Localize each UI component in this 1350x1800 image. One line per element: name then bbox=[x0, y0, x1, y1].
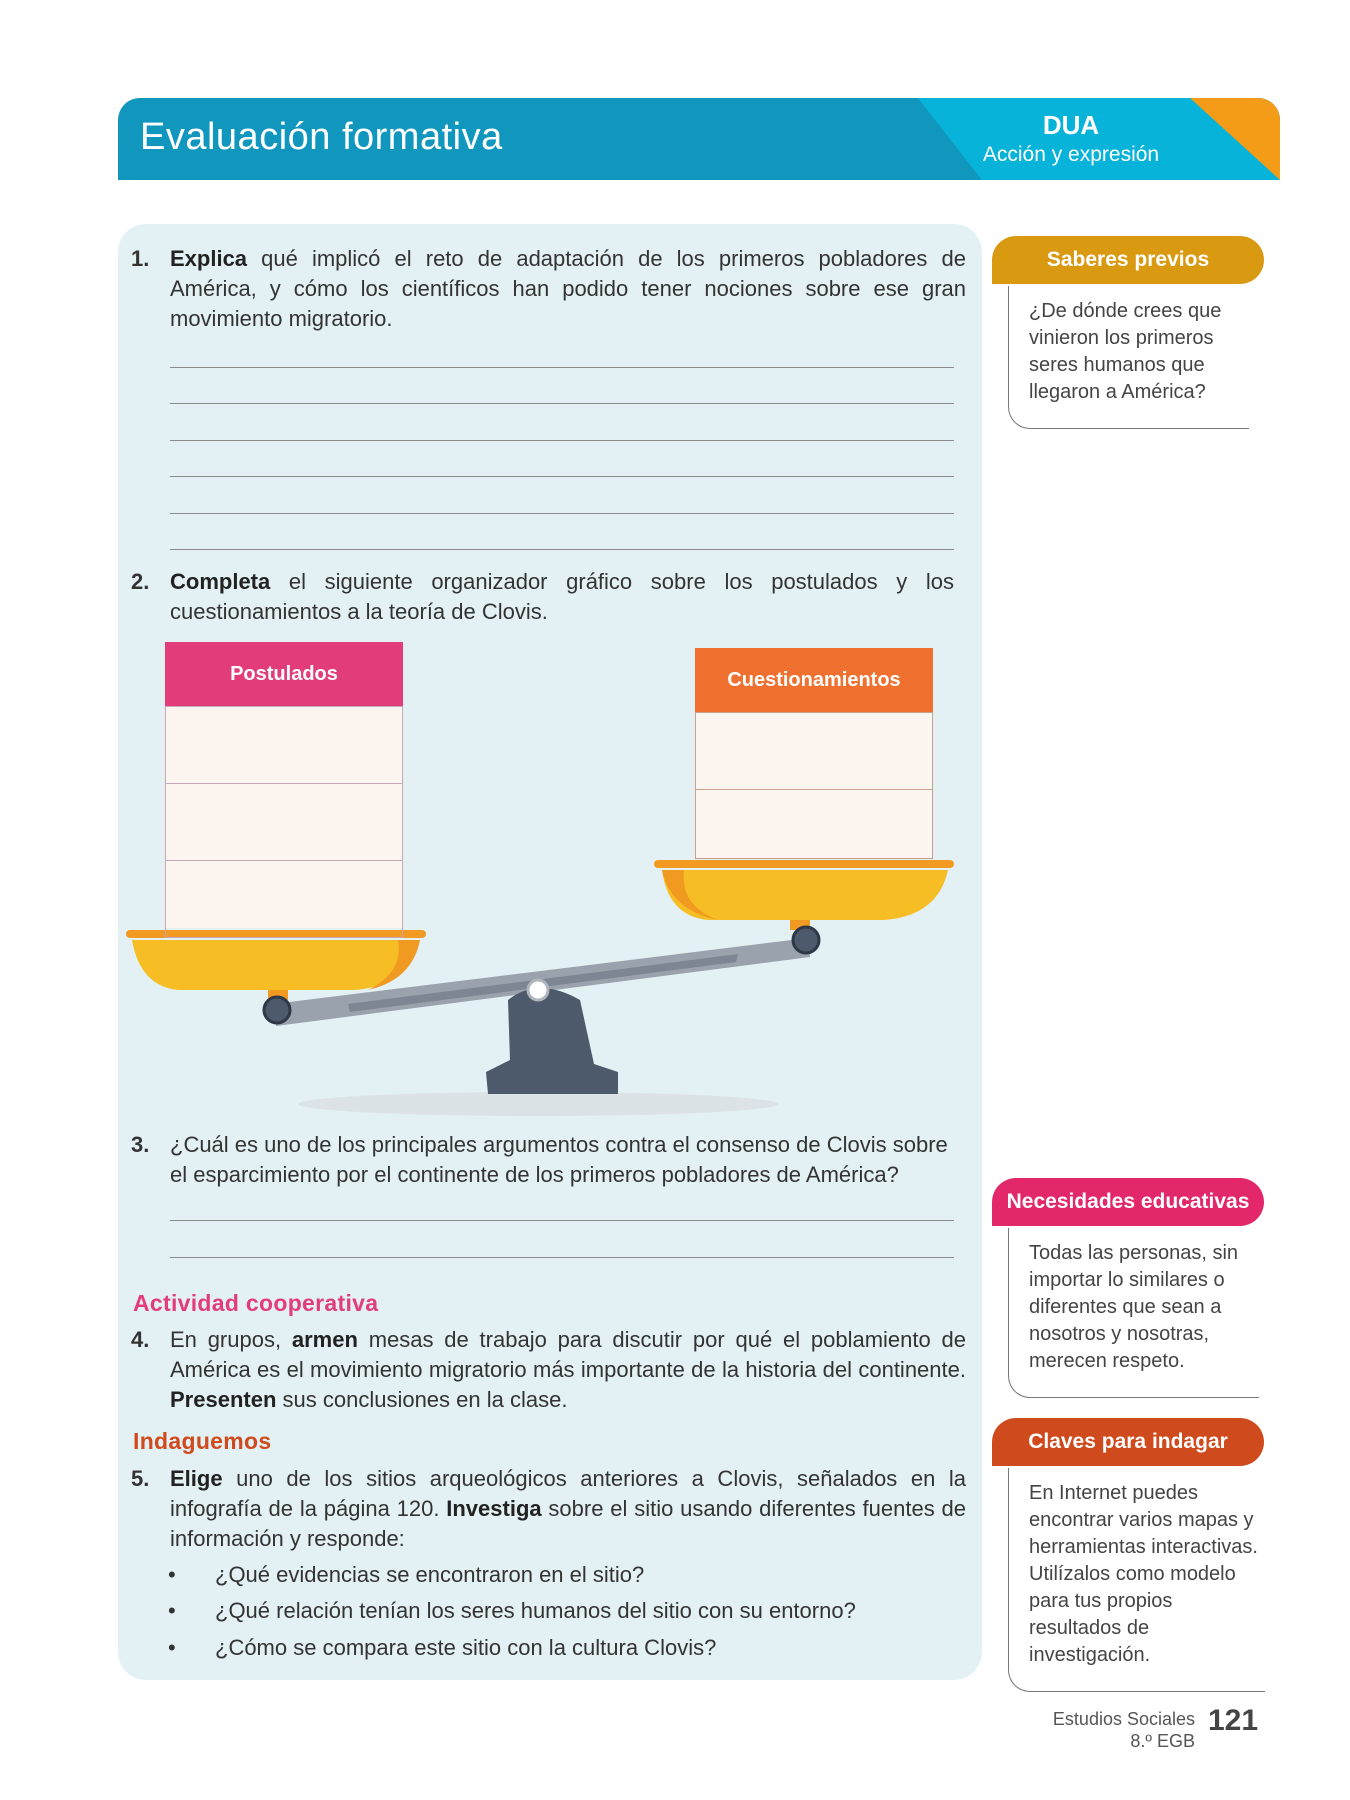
page-number: 121 bbox=[1208, 1704, 1259, 1737]
question-number: 2. bbox=[131, 569, 150, 594]
scale-shadow bbox=[298, 1092, 778, 1116]
header-banner bbox=[118, 98, 1280, 180]
bullet-question: ¿Qué evidencias se encontraron en el sitio? bbox=[215, 1562, 645, 1587]
cuestionamientos-header: Cuestionamientos bbox=[695, 648, 933, 712]
answer-line[interactable] bbox=[170, 367, 954, 368]
answer-line[interactable] bbox=[170, 549, 954, 550]
question-text: qué implicó el reto de adaptación de los primeros pobladores de América, y cómo los científicos han podido tener nociones sobre ese gran movimiento migratorio. bbox=[170, 246, 966, 331]
right-joint bbox=[793, 927, 819, 953]
necesidades-educativas-tab: Necesidades educativas bbox=[992, 1178, 1264, 1226]
necesidades-educativas-text: Todas las personas, sin importar lo similares o diferentes que sean a nosotros y nosotras, merecen respeto. bbox=[1008, 1228, 1259, 1398]
footer-subject: Estudios Sociales bbox=[1052, 1709, 1195, 1729]
question-verb: Investiga bbox=[446, 1496, 542, 1521]
answer-line[interactable] bbox=[170, 440, 954, 441]
question-number: 1. bbox=[131, 246, 150, 271]
question-verb: Explica bbox=[170, 246, 248, 271]
postulados-table bbox=[165, 642, 403, 928]
right-pan bbox=[662, 870, 948, 920]
question-text: mesas de trabajo para discutir por qué el poblamiento de América es el movimiento migratorio más importante de la historia del continente. bbox=[170, 1327, 966, 1382]
inquiry-title: Indaguemos bbox=[133, 1428, 272, 1454]
answer-line[interactable] bbox=[170, 476, 954, 477]
question-text: uno de los sitios arqueológicos anteriores a Clovis, señalados en la infografía de la página 120. bbox=[170, 1466, 966, 1521]
answer-line[interactable] bbox=[170, 1257, 954, 1258]
postulados-cell[interactable] bbox=[165, 706, 403, 784]
saberes-previos-tab: Saberes previos bbox=[992, 236, 1264, 284]
footer-grade: 8.º EGB bbox=[1130, 1731, 1195, 1751]
scale-base bbox=[486, 988, 618, 1094]
cuestionamientos-table bbox=[695, 648, 933, 858]
question-number: 3. bbox=[131, 1132, 150, 1157]
postulados-header: Postulados bbox=[165, 642, 403, 706]
answer-line[interactable] bbox=[170, 1220, 954, 1221]
bullet-question: ¿Cómo se compara este sitio con la cultura Clovis? bbox=[215, 1635, 717, 1660]
right-pan-rim bbox=[654, 860, 954, 868]
bullet-icon: • bbox=[168, 1635, 176, 1660]
question-text: En grupos, bbox=[170, 1327, 292, 1352]
question-text: sus conclusiones en la clase. bbox=[276, 1387, 568, 1412]
page-title: Evaluación formativa bbox=[140, 116, 503, 158]
left-joint bbox=[264, 997, 290, 1023]
question-verb: armen bbox=[291, 1327, 358, 1352]
claves-para-indagar-tab: Claves para indagar bbox=[992, 1418, 1264, 1466]
scale-pivot bbox=[528, 980, 548, 1000]
bullet-question: ¿Qué relación tenían los seres humanos del sitio con su entorno? bbox=[215, 1598, 856, 1623]
postulados-cell[interactable] bbox=[165, 783, 403, 861]
left-pan bbox=[132, 940, 420, 990]
cooperative-activity-title: Actividad cooperativa bbox=[133, 1290, 379, 1316]
question-verb: Elige bbox=[170, 1466, 223, 1491]
postulados-cell[interactable] bbox=[165, 860, 403, 938]
question-number: 4. bbox=[131, 1327, 150, 1352]
bullet-icon: • bbox=[168, 1598, 176, 1623]
question-text: el siguiente organizador gráfico sobre los postulados y los cuestionamientos a la teoría de Clovis. bbox=[170, 569, 954, 624]
question-text: ¿Cuál es uno de los principales argumentos contra el consenso de Clovis sobre el esparcimiento por el continente de los primeros pobladores de América? bbox=[170, 1132, 948, 1187]
saberes-previos-text: ¿De dónde crees que vinieron los primeros seres humanos que llegaron a América? bbox=[1008, 286, 1249, 429]
question-number: 5. bbox=[131, 1466, 150, 1491]
question-text: sobre el sitio usando diferentes fuentes de información y responde: bbox=[170, 1496, 966, 1551]
answer-line[interactable] bbox=[170, 403, 954, 404]
cuestionamientos-cell[interactable] bbox=[695, 712, 933, 790]
claves-para-indagar-text: En Internet puedes encontrar varios mapas y herramientas interactivas. Utilízalos como modelo para tus propios resultados de investigación. bbox=[1008, 1468, 1265, 1692]
dua-badge-title: DUA bbox=[1042, 110, 1100, 140]
question-verb: Presenten bbox=[170, 1387, 277, 1412]
answer-line[interactable] bbox=[170, 513, 954, 514]
dua-badge-subtitle: Acción y expresión bbox=[982, 143, 1160, 166]
question-verb: Completa bbox=[170, 569, 271, 594]
cuestionamientos-cell[interactable] bbox=[695, 789, 933, 859]
bullet-icon: • bbox=[168, 1562, 176, 1587]
